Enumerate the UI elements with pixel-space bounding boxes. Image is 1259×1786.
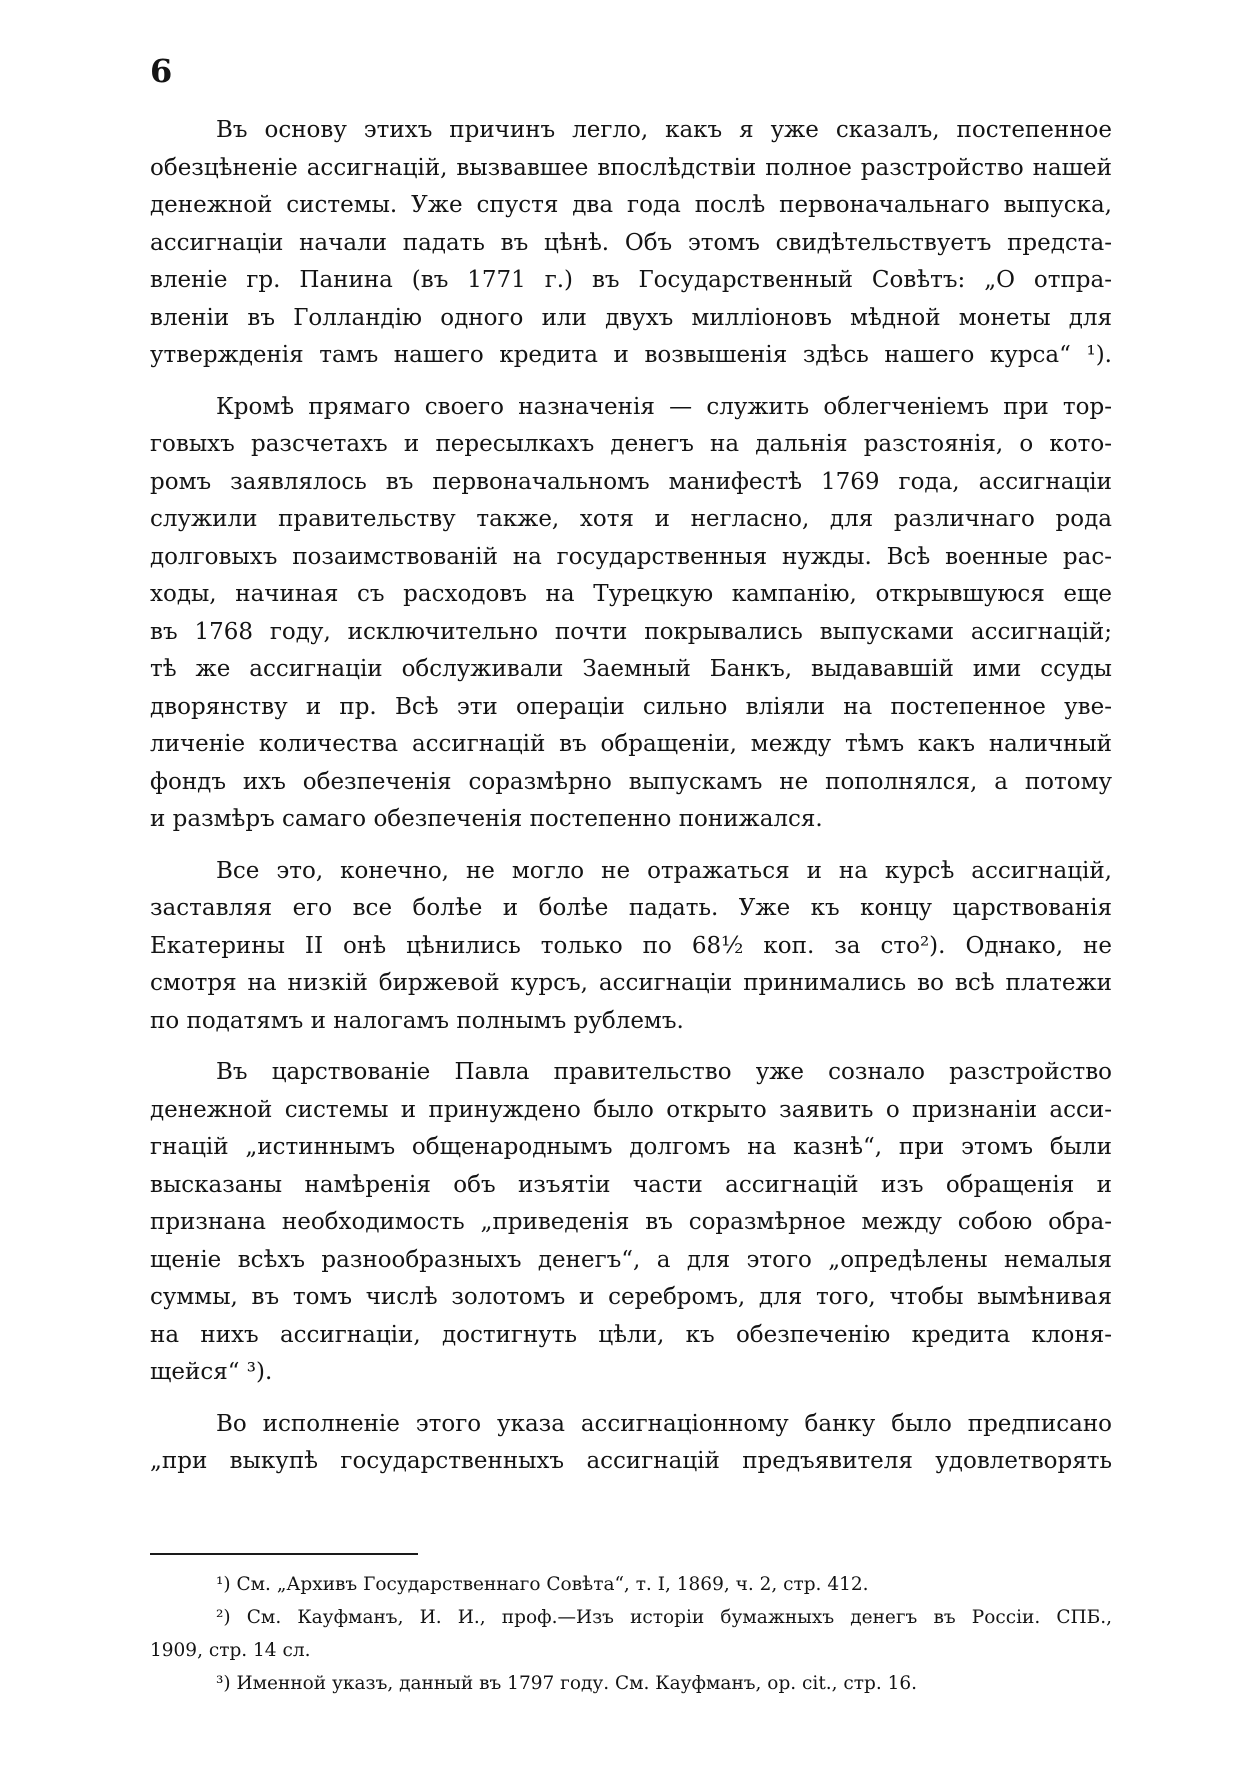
- page-number: 6: [150, 52, 173, 90]
- footnote: ¹) См. „Архивъ Государственнаго Совѣта“, т. I, 1869, ч. 2, стр. 412.: [216, 1574, 869, 1595]
- text-line: ходы, начиная съ расходовъ на Турецкую кампанію, открывшуюся еще: [150, 581, 1112, 607]
- footnotes: [150, 1568, 1112, 1700]
- text-line: Во исполненіе этого указа ассигнаціонному банку было предписано: [216, 1410, 1112, 1437]
- text-line: ассигнаціи начали падать въ цѣнѣ. Объ этомъ свидѣтельствуетъ предста-: [150, 229, 1112, 256]
- text-line: Все это, конечно, не могло не отражаться и на курсѣ ассигнацій,: [216, 857, 1112, 884]
- text-line: Кромѣ прямаго своего назначенія — служить облегченіемъ при тор-: [216, 393, 1112, 420]
- text-line: долговыхъ позаимствованій на государственныя нужды. Всѣ военные рас-: [150, 543, 1112, 570]
- text-line: заставляя его все болѣе и болѣе падать. Уже къ концу царствованія: [150, 895, 1112, 921]
- paragraph: [150, 389, 1112, 839]
- text-line: Екатерины II онѣ цѣнились только по 68½ коп. за сто²). Однако, не: [150, 932, 1112, 959]
- text-line: Въ основу этихъ причинъ легло, какъ я уже сказалъ, постепенное: [216, 117, 1112, 143]
- text-line: суммы, въ томъ числѣ золотомъ и серебромъ, для того, чтобы вымѣнивая: [150, 1284, 1112, 1310]
- text-line: на нихъ ассигнаціи, достигнуть цѣли, къ обезпеченію кредита клоня-: [150, 1321, 1112, 1348]
- footnote: ³) Именной указъ, данный въ 1797 году. См. Кауфманъ, op. cit., стр. 16.: [216, 1673, 918, 1694]
- text-line: денежной системы. Уже спустя два года послѣ первоначальнаго выпуска,: [150, 192, 1112, 218]
- text-line: утвержденія тамъ нашего кредита и возвышенія здѣсь нашего курса“ ¹).: [150, 342, 1112, 368]
- text-line: въ 1768 году, исключительно почти покрывались выпусками ассигнацій;: [150, 618, 1112, 645]
- text-line: говыхъ разсчетахъ и пересылкахъ денегъ на дальнія разстоянія, о кото-: [150, 431, 1112, 457]
- paragraph: [150, 1406, 1112, 1481]
- text-line: щеніе всѣхъ разнообразныхъ денегъ“, а для этого „опредѣлены немалыя: [150, 1246, 1112, 1273]
- footnote: ²) См. Кауфманъ, И. И., проф.—Изъ исторіи бумажныхъ денегъ въ Россіи. СПБ.,: [216, 1607, 1112, 1628]
- footnote-continuation: 1909, стр. 14 сл.: [150, 1640, 311, 1661]
- text-line: смотря на низкій биржевой курсъ, ассигнаціи принимались во всѣ платежи: [150, 970, 1112, 996]
- text-line: по податямъ и налогамъ полнымъ рублемъ.: [150, 1007, 684, 1034]
- text-line: гнацій „истиннымъ общенароднымъ долгомъ на казнѣ“, при этомъ были: [150, 1134, 1112, 1160]
- text-line: дворянству и пр. Всѣ эти операціи сильно вліяли на постепенное уве-: [150, 693, 1112, 720]
- text-line: денежной системы и принуждено было открыто заявить о признаніи асси-: [150, 1096, 1112, 1123]
- text-line: фондъ ихъ обезпеченія соразмѣрно выпускамъ не пополнялся, а потому: [150, 768, 1112, 795]
- paragraph: [150, 112, 1112, 375]
- paragraph: [150, 1054, 1112, 1392]
- text-line: вленіе гр. Панина (въ 1771 г.) въ Государственный Совѣтъ: „О отпра-: [150, 267, 1112, 293]
- text-line: личеніе количества ассигнацій въ обращеніи, между тѣмъ какъ наличный: [150, 731, 1112, 757]
- body-text: [150, 112, 1112, 1495]
- text-line: ромъ заявлялось въ первоначальномъ манифестѣ 1769 года, ассигнаціи: [150, 468, 1112, 495]
- text-line: щейся“ ³).: [150, 1359, 273, 1385]
- text-line: „при выкупѣ государственныхъ ассигнацій предъявителя удовлетворять: [150, 1448, 1112, 1474]
- text-line: тѣ же ассигнаціи обслуживали Заемный Банкъ, выдававшій ими ссуды: [150, 656, 1112, 682]
- text-line: и размѣръ самаго обезпеченія постепенно понижался.: [150, 806, 823, 832]
- text-line: высказаны намѣренія объ изъятіи части ассигнацій изъ обращенія и: [150, 1171, 1112, 1198]
- text-line: обезцѣненіе ассигнацій, вызвавшее впослѣдствіи полное разстройство нашей: [150, 154, 1112, 181]
- text-line: служили правительству также, хотя и негласно, для различнаго рода: [150, 506, 1112, 532]
- text-line: вленіи въ Голландію одного или двухъ милліоновъ мѣдной монеты для: [150, 304, 1112, 331]
- footnote-divider: [150, 1553, 418, 1555]
- text-line: признана необходимость „приведенія въ соразмѣрное между собою обра-: [150, 1209, 1112, 1235]
- text-line: Въ царствованіе Павла правительство уже сознало разстройство: [216, 1059, 1112, 1085]
- paragraph: [150, 853, 1112, 1041]
